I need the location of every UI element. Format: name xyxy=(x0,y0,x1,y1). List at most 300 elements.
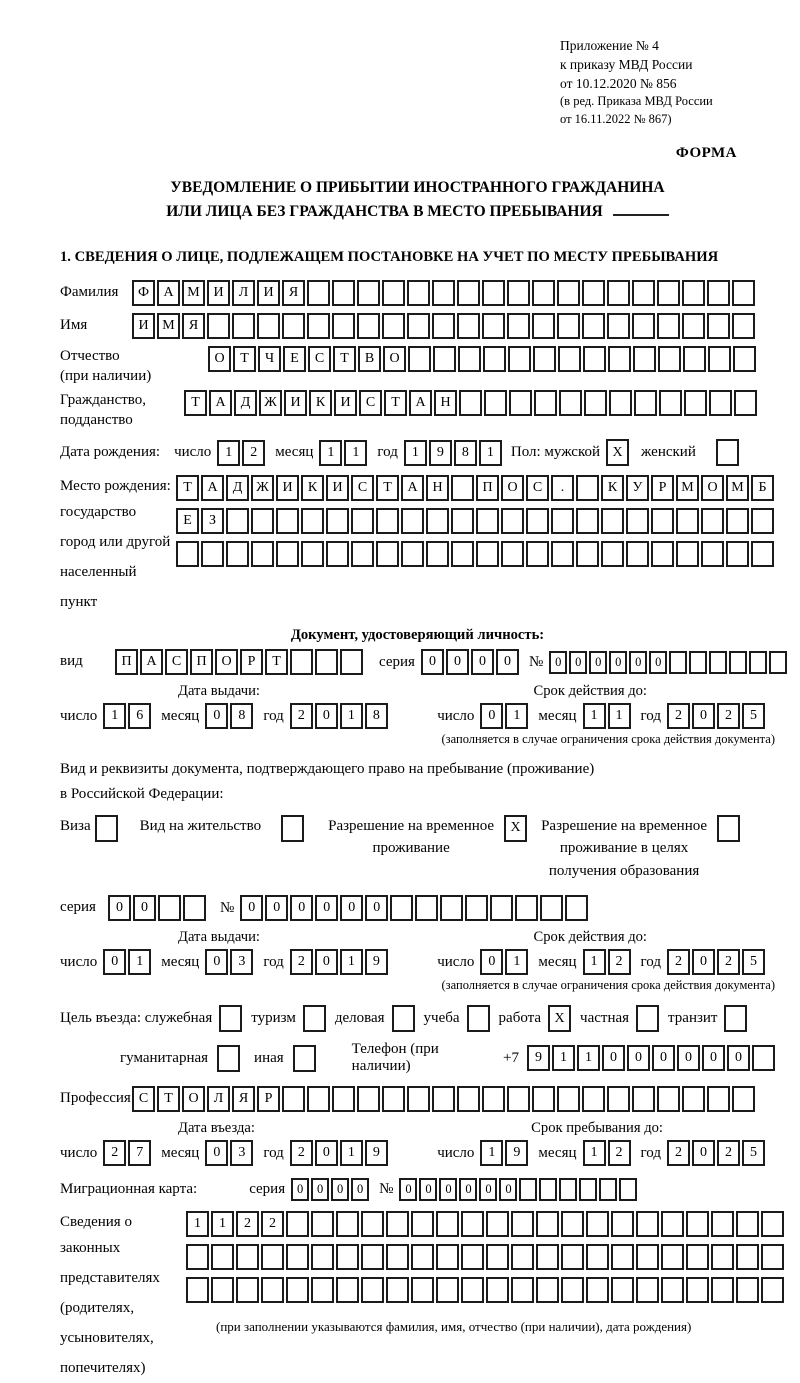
char-cell[interactable] xyxy=(586,1211,609,1237)
char-cell[interactable] xyxy=(357,313,380,339)
char-cell[interactable] xyxy=(382,1086,405,1112)
char-cell[interactable]: 0 xyxy=(311,1178,329,1201)
char-cell[interactable] xyxy=(415,895,438,921)
char-cell[interactable]: И xyxy=(326,475,349,501)
char-cell[interactable] xyxy=(183,895,206,921)
char-cell[interactable]: 5 xyxy=(742,1140,765,1166)
char-cell[interactable]: 0 xyxy=(439,1178,457,1201)
char-cell[interactable] xyxy=(732,1086,755,1112)
char-cell[interactable]: 0 xyxy=(315,895,338,921)
char-cell[interactable] xyxy=(611,1277,634,1303)
char-cell[interactable] xyxy=(226,541,249,567)
char-cell[interactable]: 0 xyxy=(365,895,388,921)
char-cell[interactable]: 2 xyxy=(667,1140,690,1166)
birth-year-cells[interactable] xyxy=(404,440,502,466)
residence-number-cells[interactable] xyxy=(240,895,588,921)
char-cell[interactable]: 2 xyxy=(667,949,690,975)
char-cell[interactable] xyxy=(632,313,655,339)
char-cell[interactable]: 0 xyxy=(291,1178,309,1201)
char-cell[interactable]: М xyxy=(726,475,749,501)
char-cell[interactable] xyxy=(733,346,756,372)
char-cell[interactable]: 0 xyxy=(265,895,288,921)
char-cell[interactable]: 2 xyxy=(290,703,313,729)
char-cell[interactable] xyxy=(482,280,505,306)
char-cell[interactable]: 0 xyxy=(480,949,503,975)
char-cell[interactable]: Я xyxy=(232,1086,255,1112)
char-cell[interactable] xyxy=(276,541,299,567)
char-cell[interactable] xyxy=(408,346,431,372)
profession-cells[interactable] xyxy=(132,1086,755,1112)
char-cell[interactable] xyxy=(432,1086,455,1112)
char-cell[interactable] xyxy=(465,895,488,921)
char-cell[interactable]: 0 xyxy=(496,649,519,675)
char-cell[interactable]: Е xyxy=(283,346,306,372)
birth-month-cells[interactable] xyxy=(319,440,367,466)
char-cell[interactable] xyxy=(508,346,531,372)
char-cell[interactable] xyxy=(290,649,313,675)
char-cell[interactable] xyxy=(457,280,480,306)
char-cell[interactable] xyxy=(461,1211,484,1237)
char-cell[interactable] xyxy=(636,1244,659,1270)
identity-issue-year[interactable] xyxy=(290,703,388,729)
char-cell[interactable] xyxy=(601,541,624,567)
char-cell[interactable] xyxy=(451,541,474,567)
char-cell[interactable] xyxy=(451,508,474,534)
residence-valid-month[interactable] xyxy=(583,949,631,975)
char-cell[interactable]: 0 xyxy=(103,949,126,975)
char-cell[interactable]: Л xyxy=(207,1086,230,1112)
char-cell[interactable]: М xyxy=(182,280,205,306)
char-cell[interactable] xyxy=(361,1244,384,1270)
char-cell[interactable] xyxy=(734,390,757,416)
char-cell[interactable]: 1 xyxy=(103,703,126,729)
char-cell[interactable] xyxy=(689,651,707,674)
char-cell[interactable] xyxy=(158,895,181,921)
char-cell[interactable] xyxy=(386,1277,409,1303)
char-cell[interactable] xyxy=(357,280,380,306)
char-cell[interactable]: Л xyxy=(232,280,255,306)
char-cell[interactable] xyxy=(582,313,605,339)
char-cell[interactable] xyxy=(634,390,657,416)
char-cell[interactable] xyxy=(526,508,549,534)
char-cell[interactable] xyxy=(390,895,413,921)
char-cell[interactable]: 1 xyxy=(505,949,528,975)
char-cell[interactable] xyxy=(486,1244,509,1270)
char-cell[interactable] xyxy=(440,895,463,921)
char-cell[interactable] xyxy=(186,1277,209,1303)
char-cell[interactable] xyxy=(411,1277,434,1303)
char-cell[interactable]: 1 xyxy=(404,440,427,466)
char-cell[interactable] xyxy=(386,1244,409,1270)
char-cell[interactable] xyxy=(226,508,249,534)
char-cell[interactable] xyxy=(336,1211,359,1237)
char-cell[interactable] xyxy=(657,313,680,339)
char-cell[interactable] xyxy=(307,313,330,339)
purpose-chastnaya-checkbox[interactable] xyxy=(636,1005,659,1032)
char-cell[interactable] xyxy=(583,346,606,372)
char-cell[interactable]: Т xyxy=(265,649,288,675)
char-cell[interactable] xyxy=(311,1244,334,1270)
char-cell[interactable] xyxy=(669,651,687,674)
char-cell[interactable] xyxy=(236,1277,259,1303)
stay-month[interactable] xyxy=(583,1140,631,1166)
char-cell[interactable] xyxy=(458,346,481,372)
entry-year[interactable] xyxy=(290,1140,388,1166)
char-cell[interactable] xyxy=(632,280,655,306)
char-cell[interactable]: 6 xyxy=(128,703,151,729)
char-cell[interactable]: 0 xyxy=(692,703,715,729)
char-cell[interactable] xyxy=(515,895,538,921)
visa-checkbox[interactable] xyxy=(95,815,118,842)
char-cell[interactable]: 0 xyxy=(479,1178,497,1201)
char-cell[interactable]: 1 xyxy=(479,440,502,466)
identity-valid-month[interactable] xyxy=(583,703,631,729)
rvp-education-checkbox[interactable] xyxy=(717,815,740,842)
char-cell[interactable] xyxy=(686,1211,709,1237)
char-cell[interactable]: 0 xyxy=(290,895,313,921)
char-cell[interactable]: 0 xyxy=(649,651,667,674)
char-cell[interactable] xyxy=(461,1244,484,1270)
residence-valid-day[interactable] xyxy=(480,949,528,975)
char-cell[interactable]: Р xyxy=(240,649,263,675)
char-cell[interactable] xyxy=(651,508,674,534)
name-cells[interactable] xyxy=(132,313,755,339)
char-cell[interactable]: 2 xyxy=(608,949,631,975)
char-cell[interactable] xyxy=(509,390,532,416)
char-cell[interactable]: Ж xyxy=(251,475,274,501)
char-cell[interactable] xyxy=(307,280,330,306)
char-cell[interactable]: 0 xyxy=(727,1045,750,1071)
char-cell[interactable] xyxy=(661,1244,684,1270)
char-cell[interactable] xyxy=(311,1211,334,1237)
char-cell[interactable]: Н xyxy=(426,475,449,501)
char-cell[interactable] xyxy=(676,508,699,534)
char-cell[interactable] xyxy=(658,346,681,372)
char-cell[interactable]: И xyxy=(284,390,307,416)
sex-male-checkbox[interactable]: X xyxy=(606,439,629,466)
char-cell[interactable]: 9 xyxy=(505,1140,528,1166)
birth-place-cells-row1[interactable] xyxy=(176,475,774,501)
char-cell[interactable] xyxy=(607,313,630,339)
char-cell[interactable] xyxy=(701,541,724,567)
char-cell[interactable]: 0 xyxy=(459,1178,477,1201)
char-cell[interactable]: К xyxy=(309,390,332,416)
char-cell[interactable] xyxy=(601,508,624,534)
char-cell[interactable] xyxy=(176,541,199,567)
residence-issue-year[interactable] xyxy=(290,949,388,975)
char-cell[interactable] xyxy=(211,1244,234,1270)
char-cell[interactable]: 1 xyxy=(217,440,240,466)
char-cell[interactable] xyxy=(586,1277,609,1303)
char-cell[interactable] xyxy=(732,280,755,306)
char-cell[interactable] xyxy=(707,313,730,339)
char-cell[interactable]: Ч xyxy=(258,346,281,372)
char-cell[interactable] xyxy=(401,508,424,534)
doc-kind-cells[interactable] xyxy=(115,649,363,675)
char-cell[interactable]: 1 xyxy=(340,949,363,975)
char-cell[interactable] xyxy=(711,1211,734,1237)
char-cell[interactable]: Е xyxy=(176,508,199,534)
char-cell[interactable]: 0 xyxy=(205,949,228,975)
char-cell[interactable]: К xyxy=(301,475,324,501)
identity-issue-month[interactable] xyxy=(205,703,253,729)
char-cell[interactable] xyxy=(632,1086,655,1112)
char-cell[interactable] xyxy=(476,541,499,567)
char-cell[interactable]: 0 xyxy=(419,1178,437,1201)
phone-cells[interactable] xyxy=(527,1045,775,1071)
char-cell[interactable] xyxy=(326,541,349,567)
char-cell[interactable] xyxy=(482,313,505,339)
char-cell[interactable]: 8 xyxy=(365,703,388,729)
char-cell[interactable] xyxy=(539,1178,557,1201)
char-cell[interactable] xyxy=(501,541,524,567)
char-cell[interactable] xyxy=(626,508,649,534)
char-cell[interactable]: 0 xyxy=(589,651,607,674)
representatives-cells-row2[interactable] xyxy=(186,1244,784,1270)
char-cell[interactable]: 1 xyxy=(583,703,606,729)
char-cell[interactable] xyxy=(426,508,449,534)
char-cell[interactable]: 2 xyxy=(717,949,740,975)
char-cell[interactable]: М xyxy=(676,475,699,501)
char-cell[interactable] xyxy=(551,541,574,567)
char-cell[interactable] xyxy=(609,390,632,416)
char-cell[interactable] xyxy=(451,475,474,501)
representatives-cells-row1[interactable] xyxy=(186,1211,784,1237)
char-cell[interactable] xyxy=(307,1086,330,1112)
sex-female-checkbox[interactable] xyxy=(716,439,739,466)
char-cell[interactable]: 0 xyxy=(446,649,469,675)
char-cell[interactable] xyxy=(276,508,299,534)
char-cell[interactable] xyxy=(607,280,630,306)
char-cell[interactable]: Б xyxy=(751,475,774,501)
char-cell[interactable] xyxy=(507,1086,530,1112)
char-cell[interactable] xyxy=(565,895,588,921)
char-cell[interactable]: 0 xyxy=(240,895,263,921)
char-cell[interactable] xyxy=(619,1178,637,1201)
char-cell[interactable] xyxy=(483,346,506,372)
char-cell[interactable]: Д xyxy=(226,475,249,501)
char-cell[interactable]: 8 xyxy=(230,703,253,729)
char-cell[interactable] xyxy=(426,541,449,567)
char-cell[interactable] xyxy=(436,1277,459,1303)
char-cell[interactable] xyxy=(761,1211,784,1237)
char-cell[interactable] xyxy=(382,313,405,339)
char-cell[interactable] xyxy=(301,541,324,567)
char-cell[interactable] xyxy=(611,1244,634,1270)
char-cell[interactable] xyxy=(561,1211,584,1237)
char-cell[interactable]: 0 xyxy=(692,949,715,975)
char-cell[interactable] xyxy=(559,1178,577,1201)
char-cell[interactable] xyxy=(736,1244,759,1270)
char-cell[interactable] xyxy=(401,541,424,567)
char-cell[interactable] xyxy=(201,541,224,567)
char-cell[interactable]: 2 xyxy=(290,1140,313,1166)
char-cell[interactable] xyxy=(684,390,707,416)
char-cell[interactable]: Р xyxy=(257,1086,280,1112)
char-cell[interactable] xyxy=(626,541,649,567)
char-cell[interactable]: 0 xyxy=(331,1178,349,1201)
char-cell[interactable]: У xyxy=(626,475,649,501)
char-cell[interactable]: Т xyxy=(184,390,207,416)
char-cell[interactable]: С xyxy=(165,649,188,675)
char-cell[interactable]: 2 xyxy=(242,440,265,466)
char-cell[interactable]: О xyxy=(383,346,406,372)
char-cell[interactable] xyxy=(261,1277,284,1303)
char-cell[interactable]: Н xyxy=(434,390,457,416)
char-cell[interactable] xyxy=(736,1211,759,1237)
doc-series-cells[interactable] xyxy=(421,649,519,675)
char-cell[interactable]: 1 xyxy=(608,703,631,729)
char-cell[interactable] xyxy=(311,1277,334,1303)
purpose-gumanitarnaya-checkbox[interactable] xyxy=(217,1045,240,1072)
char-cell[interactable]: П xyxy=(190,649,213,675)
char-cell[interactable] xyxy=(682,1086,705,1112)
char-cell[interactable] xyxy=(686,1244,709,1270)
char-cell[interactable] xyxy=(282,313,305,339)
char-cell[interactable]: А xyxy=(157,280,180,306)
char-cell[interactable]: Р xyxy=(651,475,674,501)
char-cell[interactable] xyxy=(736,1277,759,1303)
char-cell[interactable] xyxy=(376,541,399,567)
char-cell[interactable]: Т xyxy=(157,1086,180,1112)
char-cell[interactable] xyxy=(407,1086,430,1112)
char-cell[interactable] xyxy=(486,1211,509,1237)
char-cell[interactable] xyxy=(407,280,430,306)
char-cell[interactable] xyxy=(576,508,599,534)
char-cell[interactable] xyxy=(683,346,706,372)
char-cell[interactable] xyxy=(490,895,513,921)
entry-month[interactable] xyxy=(205,1140,253,1166)
char-cell[interactable]: 5 xyxy=(742,703,765,729)
char-cell[interactable]: 1 xyxy=(128,949,151,975)
char-cell[interactable]: 0 xyxy=(315,949,338,975)
char-cell[interactable] xyxy=(611,1211,634,1237)
char-cell[interactable] xyxy=(536,1244,559,1270)
char-cell[interactable] xyxy=(186,1244,209,1270)
char-cell[interactable] xyxy=(726,541,749,567)
char-cell[interactable]: С xyxy=(351,475,374,501)
char-cell[interactable]: 0 xyxy=(652,1045,675,1071)
char-cell[interactable] xyxy=(257,313,280,339)
char-cell[interactable] xyxy=(559,390,582,416)
char-cell[interactable] xyxy=(633,346,656,372)
identity-issue-day[interactable] xyxy=(103,703,151,729)
char-cell[interactable]: 8 xyxy=(454,440,477,466)
char-cell[interactable]: А xyxy=(409,390,432,416)
char-cell[interactable] xyxy=(332,1086,355,1112)
char-cell[interactable] xyxy=(657,1086,680,1112)
char-cell[interactable] xyxy=(707,1086,730,1112)
entry-day[interactable] xyxy=(103,1140,151,1166)
char-cell[interactable]: 9 xyxy=(365,949,388,975)
char-cell[interactable]: 2 xyxy=(717,1140,740,1166)
char-cell[interactable]: 5 xyxy=(742,949,765,975)
representatives-cells-row3[interactable] xyxy=(186,1277,784,1303)
char-cell[interactable]: М xyxy=(157,313,180,339)
char-cell[interactable]: О xyxy=(501,475,524,501)
char-cell[interactable] xyxy=(732,313,755,339)
char-cell[interactable] xyxy=(326,508,349,534)
char-cell[interactable]: 9 xyxy=(365,1140,388,1166)
char-cell[interactable]: 0 xyxy=(351,1178,369,1201)
char-cell[interactable]: 0 xyxy=(205,1140,228,1166)
char-cell[interactable] xyxy=(769,651,787,674)
char-cell[interactable]: . xyxy=(551,475,574,501)
char-cell[interactable]: 7 xyxy=(128,1140,151,1166)
char-cell[interactable] xyxy=(432,280,455,306)
char-cell[interactable]: А xyxy=(209,390,232,416)
char-cell[interactable]: И xyxy=(207,280,230,306)
char-cell[interactable]: В xyxy=(358,346,381,372)
char-cell[interactable] xyxy=(729,651,747,674)
char-cell[interactable]: 0 xyxy=(609,651,627,674)
patronymic-cells[interactable] xyxy=(208,346,756,372)
char-cell[interactable] xyxy=(636,1211,659,1237)
char-cell[interactable]: 2 xyxy=(717,703,740,729)
stay-year[interactable] xyxy=(667,1140,765,1166)
char-cell[interactable] xyxy=(576,475,599,501)
char-cell[interactable] xyxy=(657,280,680,306)
char-cell[interactable]: Я xyxy=(282,280,305,306)
char-cell[interactable] xyxy=(357,1086,380,1112)
identity-valid-year[interactable] xyxy=(667,703,765,729)
doc-number-cells[interactable] xyxy=(549,651,787,674)
char-cell[interactable] xyxy=(682,313,705,339)
char-cell[interactable] xyxy=(761,1244,784,1270)
char-cell[interactable]: С xyxy=(359,390,382,416)
char-cell[interactable]: З xyxy=(201,508,224,534)
char-cell[interactable] xyxy=(457,1086,480,1112)
residence-series-cells[interactable] xyxy=(108,895,206,921)
char-cell[interactable]: 9 xyxy=(527,1045,550,1071)
char-cell[interactable] xyxy=(376,508,399,534)
char-cell[interactable]: А xyxy=(401,475,424,501)
char-cell[interactable]: Т xyxy=(376,475,399,501)
char-cell[interactable] xyxy=(661,1211,684,1237)
char-cell[interactable] xyxy=(207,313,230,339)
char-cell[interactable]: 0 xyxy=(421,649,444,675)
char-cell[interactable] xyxy=(461,1277,484,1303)
char-cell[interactable] xyxy=(701,508,724,534)
char-cell[interactable] xyxy=(286,1277,309,1303)
char-cell[interactable] xyxy=(752,1045,775,1071)
char-cell[interactable] xyxy=(411,1244,434,1270)
char-cell[interactable] xyxy=(519,1178,537,1201)
char-cell[interactable] xyxy=(579,1178,597,1201)
char-cell[interactable]: О xyxy=(701,475,724,501)
char-cell[interactable] xyxy=(532,1086,555,1112)
char-cell[interactable] xyxy=(484,390,507,416)
char-cell[interactable] xyxy=(709,651,727,674)
char-cell[interactable] xyxy=(282,1086,305,1112)
char-cell[interactable] xyxy=(682,280,705,306)
char-cell[interactable]: О xyxy=(208,346,231,372)
char-cell[interactable]: 1 xyxy=(583,1140,606,1166)
char-cell[interactable]: 0 xyxy=(399,1178,417,1201)
purpose-inaya-checkbox[interactable] xyxy=(293,1045,316,1072)
char-cell[interactable] xyxy=(251,508,274,534)
char-cell[interactable] xyxy=(386,1211,409,1237)
char-cell[interactable] xyxy=(686,1277,709,1303)
char-cell[interactable]: 1 xyxy=(319,440,342,466)
char-cell[interactable] xyxy=(336,1244,359,1270)
char-cell[interactable] xyxy=(261,1244,284,1270)
char-cell[interactable]: Ф xyxy=(132,280,155,306)
char-cell[interactable]: 1 xyxy=(577,1045,600,1071)
char-cell[interactable] xyxy=(236,1244,259,1270)
char-cell[interactable] xyxy=(751,508,774,534)
char-cell[interactable]: 0 xyxy=(340,895,363,921)
